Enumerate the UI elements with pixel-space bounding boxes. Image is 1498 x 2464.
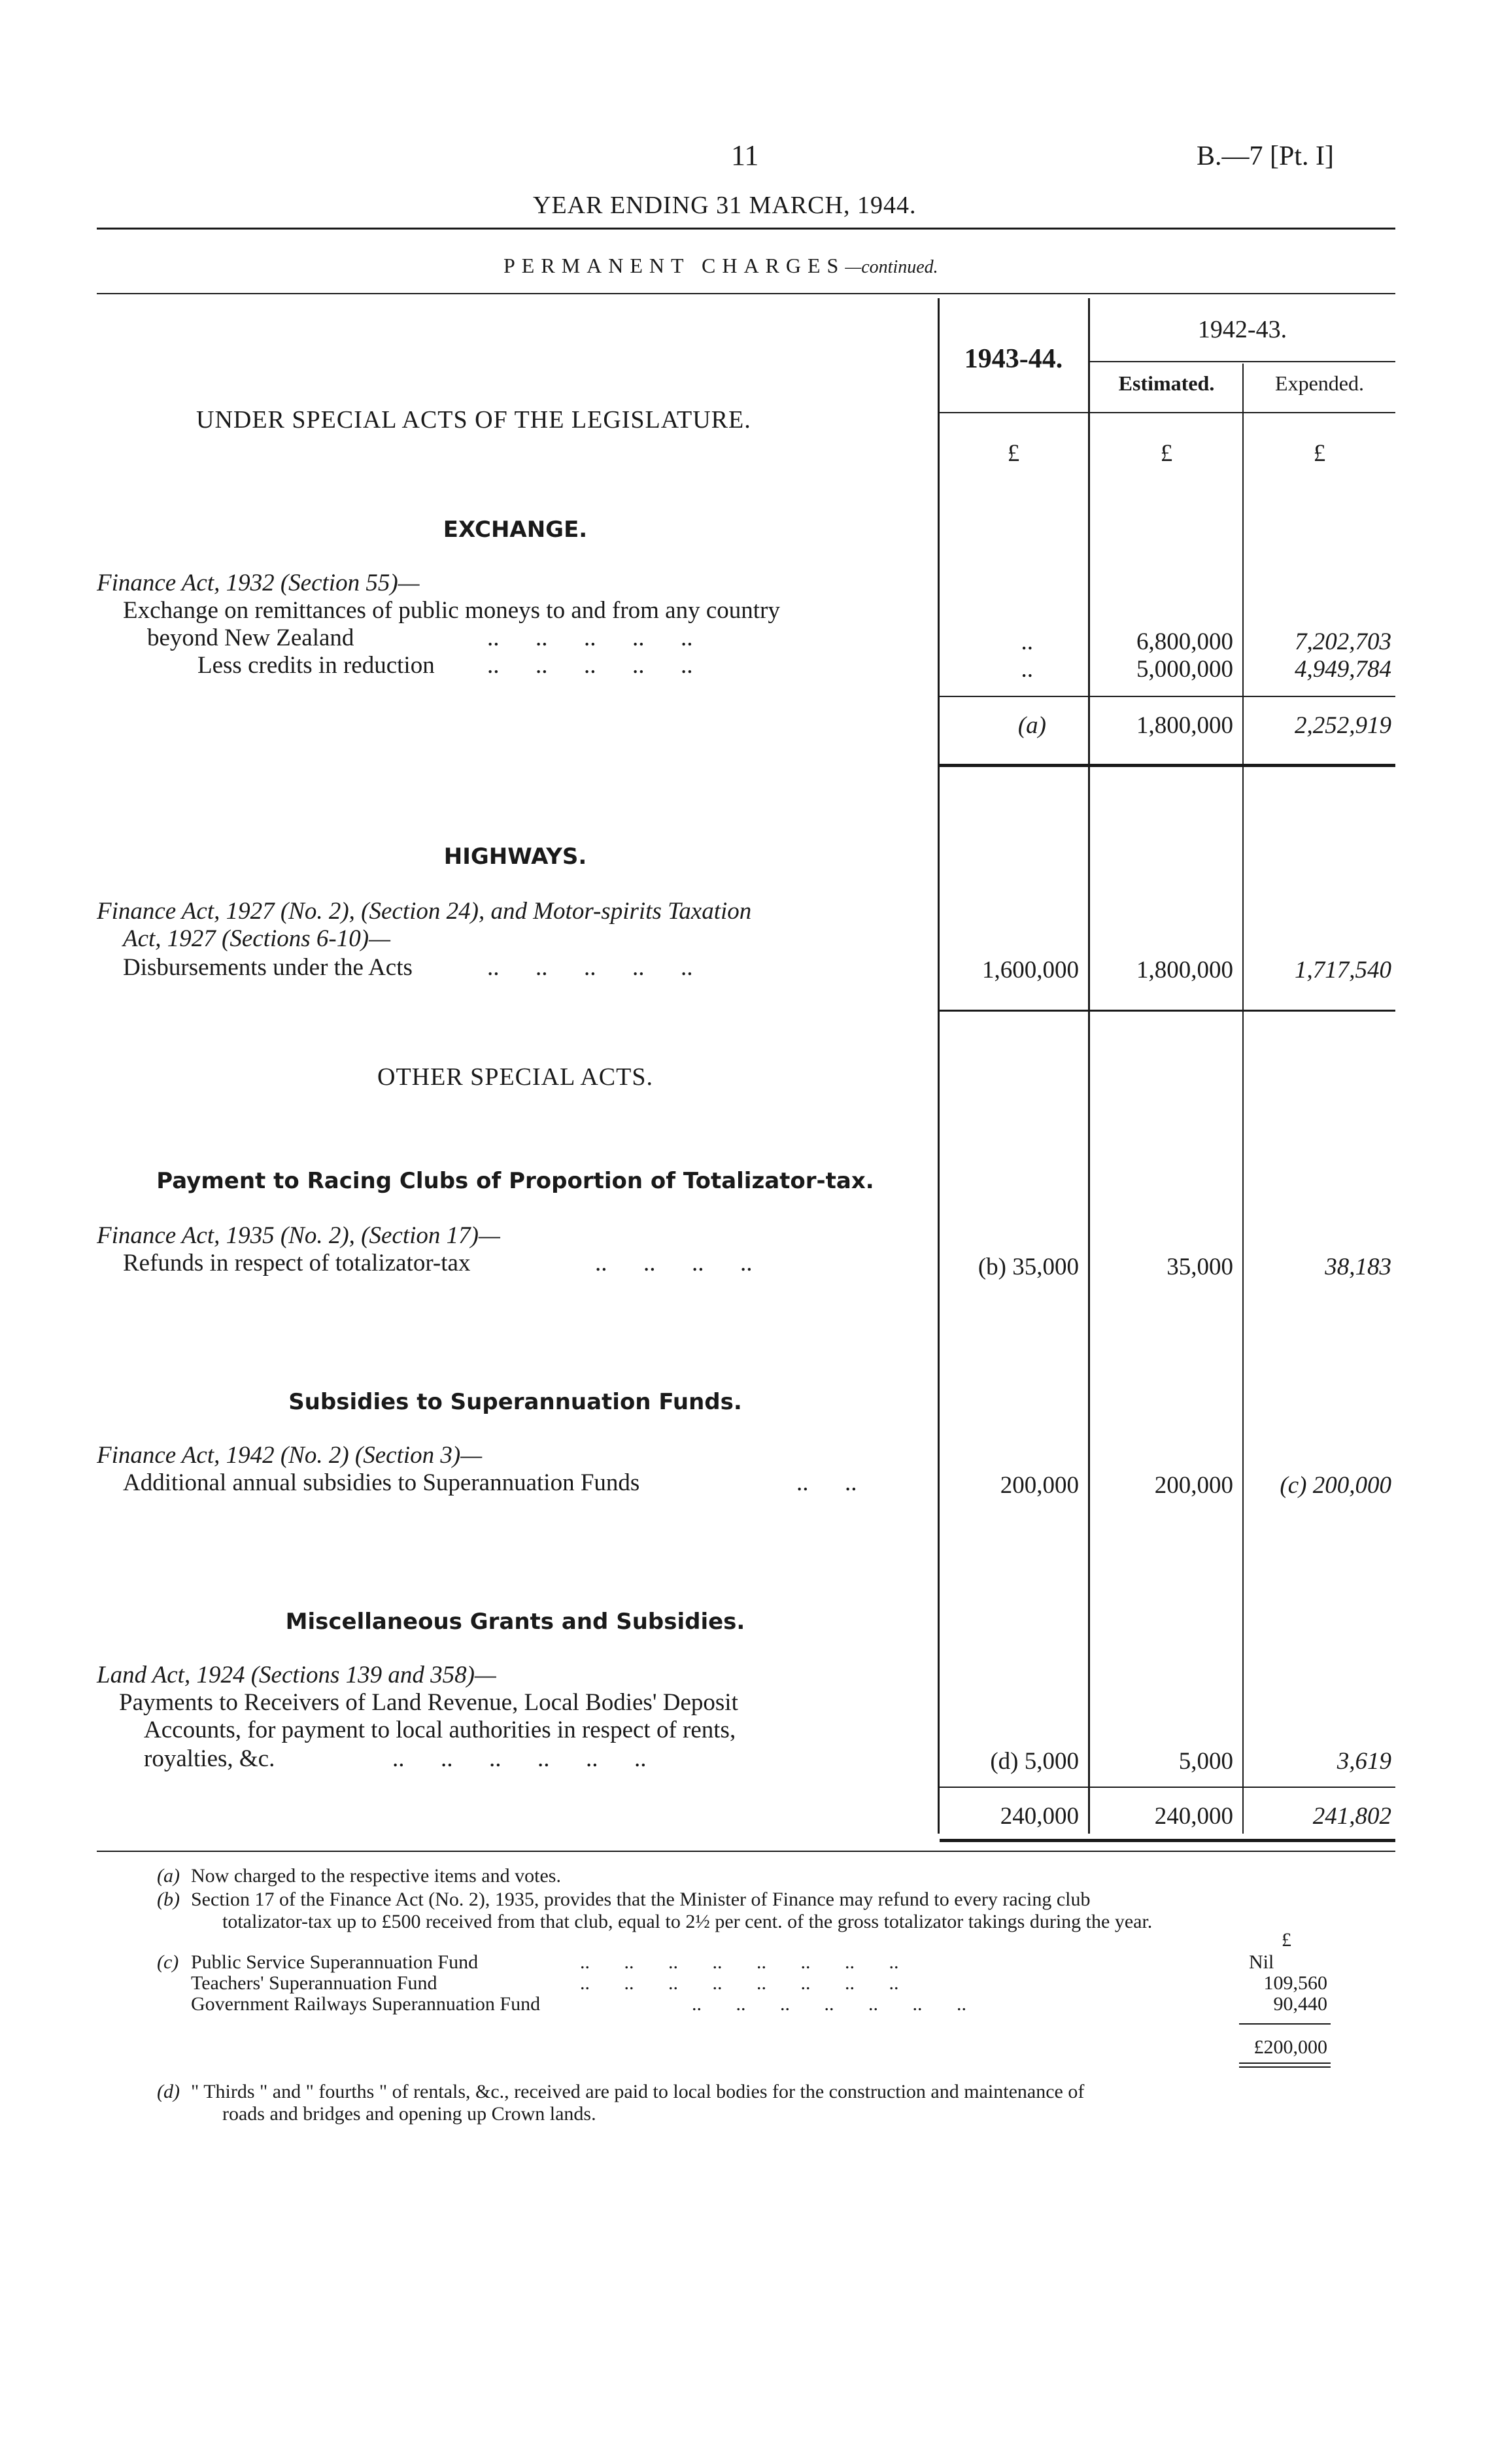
exchange-line2: beyond New Zealand .. .. .. .. ..: [147, 625, 693, 651]
highways-desc-text: Disbursements under the Acts: [123, 954, 413, 981]
column-divider-3: [1242, 364, 1244, 1834]
charges-title: [503, 254, 938, 278]
footnote-c-currency: £: [1282, 1929, 1291, 1951]
superannuation-heading: Subsidies to Superannuation Funds.: [288, 1389, 742, 1415]
exchange-line3-text: Less credits in reduction: [197, 652, 435, 679]
document-reference: B.—7 [Pt. I]: [1197, 141, 1334, 171]
footnote-c-item-1-name: Public Service Superannuation Fund: [191, 1951, 479, 1973]
misc-line1: Payments to Receivers of Land Revenue, Local Bodies' Deposit: [119, 1689, 738, 1716]
exchange-heading: EXCHANGE.: [443, 517, 588, 543]
exchange-subtotal-rule: [940, 696, 1395, 697]
misc-expended: 3,619: [1336, 1748, 1391, 1775]
highways-expended: 1,717,540: [1295, 957, 1391, 984]
footnote-c-amount-1: Nil: [1249, 1951, 1274, 1973]
col-1943-44-header: 1943-44.: [964, 344, 1063, 374]
footnote-a-label: (a): [157, 1865, 180, 1887]
footnote-d-line1: " Thirds " and " fourths " of rentals, &c., received are paid to local bodies for the construction and maintenance of: [191, 2081, 1085, 2102]
totals-rule-top: [940, 1787, 1395, 1788]
highways-act-line1: Finance Act, 1927 (No. 2), (Section 24), and Motor-spirits Taxation: [97, 898, 752, 925]
year-title: YEAR ENDING 31 MARCH, 1944.: [533, 192, 917, 219]
charges-title-text: PERMANENT CHARGES: [503, 254, 845, 277]
footnote-b-line2: totalizator-tax up to £500 received from that club, equal to 2½ per cent. of the gross totalizator takings during the year.: [222, 1911, 1153, 1932]
footnote-c-amount-2: 109,560: [1263, 1972, 1327, 1994]
racing-estimated: 35,000: [1166, 1254, 1233, 1280]
footnote-c-item-2-name: Teachers' Superannuation Fund: [191, 1972, 437, 1994]
exchange-total-rule: [940, 764, 1395, 767]
exchange-row2-estimated: 5,000,000: [1136, 656, 1233, 683]
exchange-net-estimated: 1,800,000: [1136, 712, 1233, 739]
footnote-c-item-3: Government Railways Superannuation Fund .. .. .. .. .. .. ..: [191, 1993, 966, 2015]
misc-line3-text: royalties, &c.: [144, 1745, 275, 1772]
col-expended-header: Expended.: [1275, 371, 1364, 395]
racing-act: Finance Act, 1935 (No. 2), (Section 17)—: [97, 1222, 500, 1249]
superannuation-desc: Additional annual subsidies to Superannuation Funds .. ..: [123, 1469, 857, 1496]
total-expended: 241,802: [1312, 1803, 1391, 1830]
exchange-act: Finance Act, 1932 (Section 55)—: [97, 570, 420, 596]
footnote-b-label: (b): [157, 1889, 180, 1910]
superannuation-current: 200,000: [1000, 1472, 1079, 1499]
highways-rule: [940, 1010, 1395, 1012]
other-acts-heading: OTHER SPECIAL ACTS.: [377, 1063, 653, 1091]
misc-estimated: 5,000: [1178, 1748, 1233, 1775]
footnote-c-item-3-name: Government Railways Superannuation Fund: [191, 1993, 541, 2015]
currency-expended: £: [1313, 440, 1326, 467]
currency-1943-44: £: [1007, 440, 1020, 467]
currency-estimated: £: [1160, 440, 1173, 467]
racing-heading: Payment to Racing Clubs of Proportion of Totalizator-tax.: [156, 1168, 874, 1194]
footnote-a-text: Now charged to the respective items and votes.: [191, 1865, 561, 1887]
total-estimated: 240,000: [1154, 1803, 1233, 1830]
footnote-d-line2: roads and bridges and opening up Crown lands.: [222, 2103, 596, 2125]
column-divider-1: [938, 298, 940, 1834]
exchange-row2-current: ..: [1021, 656, 1033, 683]
racing-desc: Refunds in respect of totalizator-tax .. .. .. ..: [123, 1250, 753, 1276]
page-number: 11: [731, 139, 759, 171]
superannuation-act: Finance Act, 1942 (No. 2) (Section 3)—: [97, 1442, 483, 1469]
column-divider-2: [1088, 298, 1090, 1834]
misc-current: (d) 5,000: [990, 1748, 1079, 1775]
exchange-line3: Less credits in reduction .. .. .. .. ..: [197, 652, 693, 679]
col-1942-43-header: 1942-43.: [1197, 316, 1287, 343]
exchange-line1: Exchange on remittances of public moneys to and from any country: [123, 597, 780, 624]
footnote-rule: [97, 1851, 1395, 1852]
racing-desc-text: Refunds in respect of totalizator-tax: [123, 1250, 471, 1276]
header-rule-top: [97, 228, 1395, 230]
exchange-row1-expended: 7,202,703: [1295, 628, 1391, 655]
highways-heading: HIGHWAYS.: [443, 844, 587, 870]
exchange-row1-current: ..: [1021, 628, 1033, 655]
highways-estimated: 1,800,000: [1136, 957, 1233, 984]
superannuation-desc-text: Additional annual subsidies to Superannuation Funds: [123, 1469, 640, 1496]
superannuation-estimated: 200,000: [1154, 1472, 1233, 1499]
superannuation-expended: (c) 200,000: [1280, 1472, 1391, 1499]
misc-act: Land Act, 1924 (Sections 139 and 358)—: [97, 1662, 496, 1688]
exchange-net-expended: 2,252,919: [1295, 712, 1391, 739]
col-estimated-header: Estimated.: [1118, 371, 1215, 395]
highways-act-line2: Act, 1927 (Sections 6-10)—: [123, 925, 390, 952]
footnote-c-amount-3: 90,440: [1273, 1993, 1327, 2015]
table-left-title: UNDER SPECIAL ACTS OF THE LEGISLATURE.: [196, 406, 751, 434]
header-rule-bottom: [97, 293, 1395, 294]
footnote-c-label: (c): [157, 1951, 179, 1973]
footnote-c-total: £200,000: [1253, 2036, 1327, 2058]
exchange-row2-expended: 4,949,784: [1295, 656, 1391, 683]
misc-heading: Miscellaneous Grants and Subsidies.: [285, 1609, 745, 1635]
footnote-c-double-rule-2: [1239, 2066, 1331, 2068]
col-header-rule-2: [940, 412, 1395, 413]
totals-rule-bottom: [940, 1839, 1395, 1842]
col-header-rule: [1090, 361, 1395, 362]
exchange-line2-text: beyond New Zealand: [147, 625, 354, 651]
footnote-b-line1: Section 17 of the Finance Act (No. 2), 1935, provides that the Minister of Finance may refund to every racing club: [191, 1889, 1091, 1910]
total-current: 240,000: [1000, 1803, 1079, 1830]
footnote-c-double-rule-1: [1239, 2062, 1331, 2064]
exchange-row1-estimated: 6,800,000: [1136, 628, 1233, 655]
racing-expended: 38,183: [1325, 1254, 1391, 1280]
footnote-d-label: (d): [157, 2081, 180, 2102]
charges-title-suffix: —continued.: [845, 257, 938, 277]
footnote-c-rule: [1239, 2023, 1331, 2025]
footnote-c-item-2: Teachers' Superannuation Fund .. .. .. .. .. .. .. ..: [191, 1972, 899, 1994]
highways-desc: Disbursements under the Acts .. .. .. .. ..: [123, 954, 693, 981]
misc-line3: royalties, &c. .. .. .. .. .. ..: [144, 1745, 647, 1772]
exchange-net-current: (a): [1017, 712, 1046, 739]
misc-line2: Accounts, for payment to local authorities in respect of rents,: [144, 1717, 736, 1743]
footnote-c-item-1: Public Service Superannuation Fund .. .. .. .. .. .. .. ..: [191, 1951, 899, 1973]
racing-current: (b) 35,000: [978, 1254, 1079, 1280]
highways-current: 1,600,000: [982, 957, 1079, 984]
